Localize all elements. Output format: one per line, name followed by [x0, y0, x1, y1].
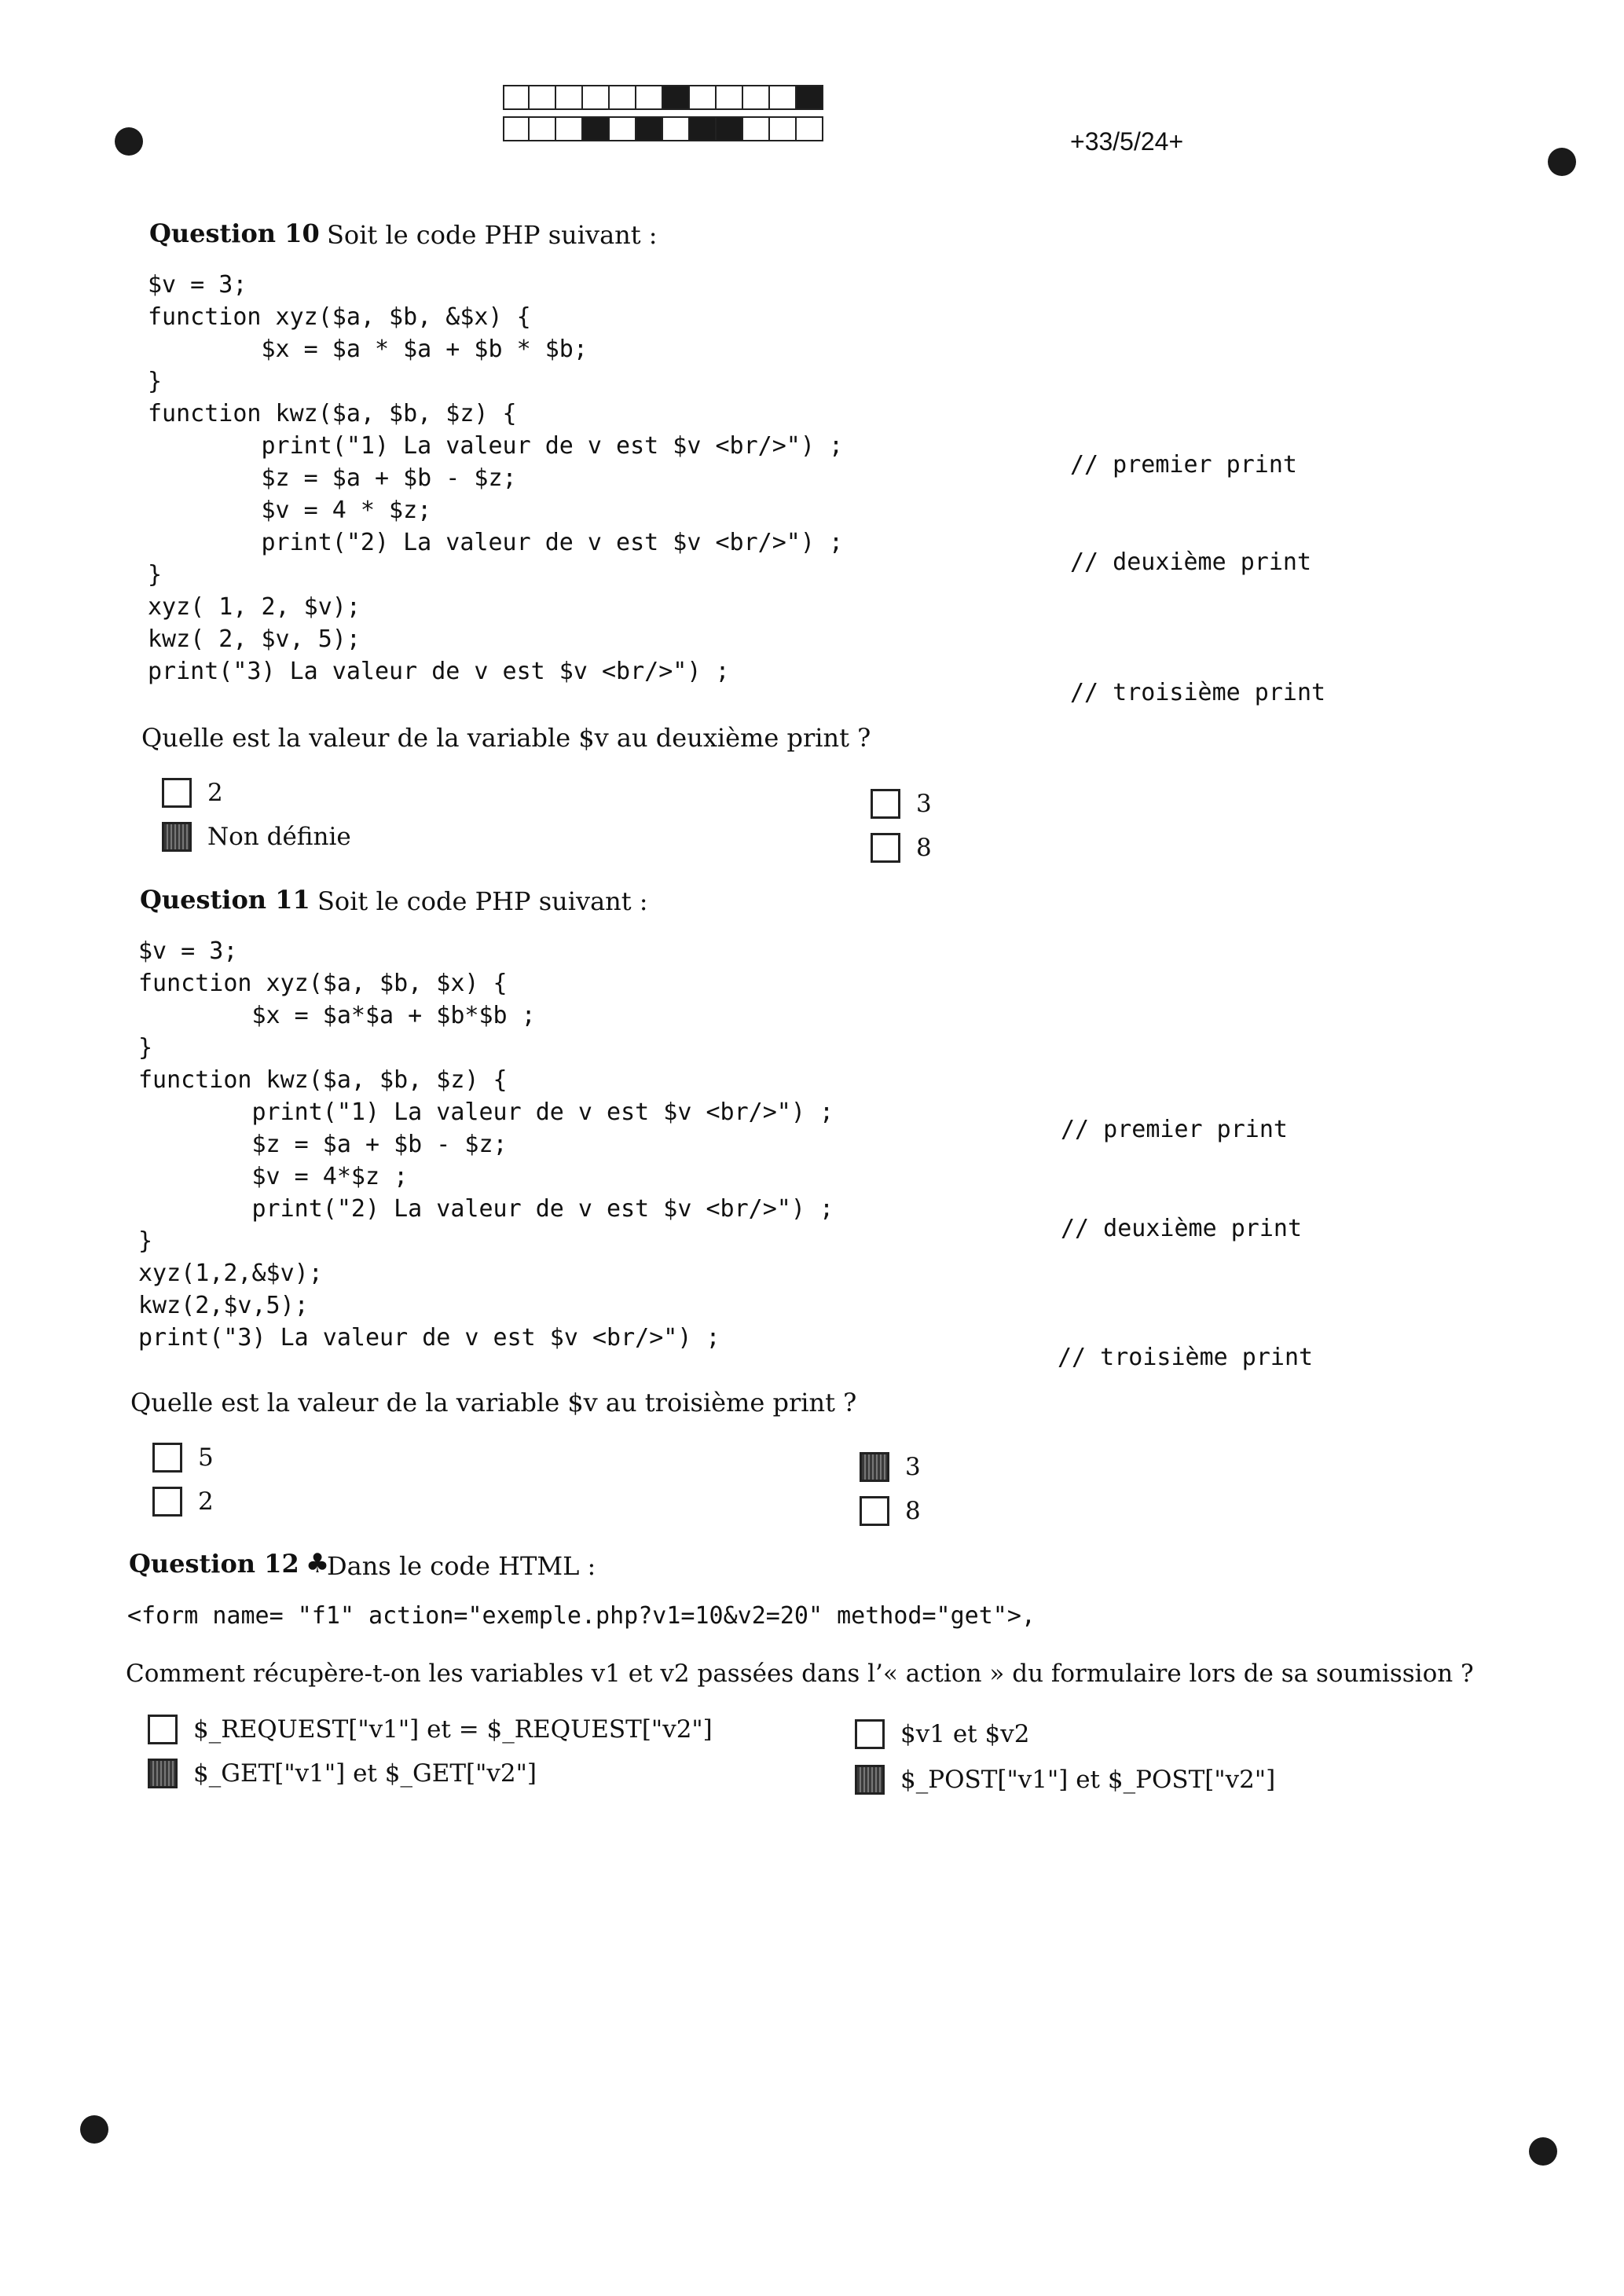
answer-checkbox[interactable] — [162, 822, 192, 852]
comment-premier-print: // premier print — [1070, 451, 1297, 479]
barcode-cell — [663, 85, 690, 110]
answer-option[interactable] — [860, 1452, 921, 1482]
code-line: function xyz($a, $b, $x) { — [138, 970, 508, 997]
answer-label: 8 — [905, 1497, 921, 1525]
question-11-header — [140, 885, 648, 916]
answer-option[interactable] — [148, 1759, 537, 1788]
question-number: Question 10 — [149, 218, 320, 248]
barcode-cell — [770, 85, 797, 110]
answer-label: $_GET["v1"] et $_GET["v2"] — [193, 1759, 537, 1788]
code-line: } — [148, 368, 163, 395]
answer-checkbox[interactable] — [162, 778, 192, 808]
barcode-cell — [503, 85, 530, 110]
answer-checkbox[interactable] — [860, 1496, 889, 1526]
registration-mark-bottom-right — [1529, 2137, 1557, 2166]
answer-checkbox[interactable] — [148, 1759, 178, 1788]
question-number: Question 11 — [140, 885, 310, 915]
code-line: print("1) La valeur de v est $v <br/>") ; — [138, 1098, 834, 1126]
answer-label: 3 — [916, 790, 932, 818]
question-10-prompt: Quelle est la valeur de la variable $v au deuxième print ? — [141, 723, 871, 753]
question-intro: Soit le code PHP suivant : — [327, 220, 658, 250]
code-line: $z = $a + $b - $z; — [138, 1131, 508, 1158]
code-line: <form name= "f1" action="exemple.php?v1=10&v2=20" method="get">, — [127, 1602, 1036, 1630]
answer-checkbox[interactable] — [855, 1719, 885, 1749]
comment-troisieme-print: // troisième print — [1070, 679, 1326, 706]
barcode-row — [503, 85, 823, 113]
question-12-header — [129, 1548, 596, 1581]
answer-checkbox[interactable] — [152, 1443, 182, 1473]
code-line: function xyz($a, $b, &$x) { — [148, 303, 531, 331]
comment-troisieme-print: // troisième print — [1058, 1344, 1314, 1371]
code-line: $z = $a + $b - $z; — [148, 464, 517, 492]
code-line: function kwz($a, $b, $z) { — [148, 400, 517, 427]
answer-label: $v1 et $v2 — [900, 1720, 1030, 1748]
question-intro: Dans le code HTML : — [327, 1551, 596, 1581]
barcode-cell — [583, 85, 610, 110]
answer-option[interactable] — [871, 789, 932, 819]
answer-label: 5 — [198, 1443, 214, 1472]
answer-option[interactable] — [152, 1487, 214, 1517]
question-10-header — [149, 218, 658, 250]
barcode-cell — [583, 116, 610, 141]
code-line: } — [138, 1034, 153, 1062]
code-line: $v = 3; — [148, 271, 247, 299]
barcode-cell — [610, 116, 636, 141]
answer-checkbox[interactable] — [152, 1487, 182, 1517]
barcode-cell — [530, 85, 556, 110]
barcode-cell — [530, 116, 556, 141]
answer-checkbox[interactable] — [871, 833, 900, 863]
question-12-prompt: Comment récupère-t-on les variables v1 et v2 passées dans l’« action » du formulaire lors de sa soumission ? — [126, 1660, 1474, 1688]
barcode-cell — [797, 85, 823, 110]
barcode-cell — [770, 116, 797, 141]
barcode-cell — [717, 116, 743, 141]
barcode-cell — [636, 116, 663, 141]
code-line: $v = 3; — [138, 937, 238, 965]
answer-label: 8 — [916, 834, 932, 862]
comment-premier-print: // premier print — [1061, 1116, 1288, 1143]
barcode-cell — [556, 85, 583, 110]
barcode-row — [503, 116, 823, 145]
answer-label: 2 — [198, 1487, 214, 1516]
barcode-cell — [503, 116, 530, 141]
answer-option[interactable] — [855, 1719, 1029, 1749]
question-number: Question 12 — [129, 1549, 299, 1579]
answer-checkbox[interactable] — [871, 789, 900, 819]
barcode-cell — [610, 85, 636, 110]
code-line: xyz(1,2,&$v); — [138, 1260, 323, 1287]
question-10-code — [148, 269, 843, 688]
club-suit-icon: ♣ — [305, 1548, 330, 1579]
code-line: } — [148, 561, 163, 589]
code-line: print("1) La valeur de v est $v <br/>") ; — [148, 432, 844, 460]
answer-option[interactable] — [152, 1443, 214, 1473]
question-intro: Soit le code PHP suivant : — [317, 886, 648, 916]
comment-deuxieme-print: // deuxième print — [1070, 548, 1312, 576]
answer-option[interactable] — [871, 833, 932, 863]
code-line: $v = 4*$z ; — [138, 1163, 409, 1190]
code-line: print("2) La valeur de v est $v <br/>") ; — [138, 1195, 834, 1223]
answer-option[interactable] — [162, 778, 223, 808]
answer-option[interactable] — [860, 1496, 921, 1526]
answer-option[interactable] — [148, 1715, 713, 1744]
page-barcode — [503, 85, 823, 148]
registration-mark-bottom-left — [80, 2115, 108, 2144]
answer-label: 2 — [207, 779, 223, 807]
barcode-cell — [556, 116, 583, 141]
answer-checkbox[interactable] — [148, 1715, 178, 1744]
code-line: kwz( 2, $v, 5); — [148, 625, 361, 653]
code-line: xyz( 1, 2, $v); — [148, 593, 361, 621]
code-line: print("3) La valeur de v est $v <br/>") ; — [138, 1324, 720, 1352]
barcode-cell — [743, 85, 770, 110]
answer-checkbox[interactable] — [855, 1765, 885, 1795]
answer-label: Non définie — [207, 823, 351, 851]
code-line: $v = 4 * $z; — [148, 497, 432, 524]
answer-option[interactable] — [162, 822, 351, 852]
code-line: } — [138, 1227, 153, 1255]
code-line: print("3) La valeur de v est $v <br/>") ; — [148, 658, 730, 685]
answer-label: $_POST["v1"] et $_POST["v2"] — [900, 1766, 1276, 1794]
barcode-cell — [797, 116, 823, 141]
answer-option[interactable] — [855, 1765, 1275, 1795]
question-12-code — [127, 1600, 1036, 1632]
barcode-cell — [743, 116, 770, 141]
registration-mark-top-left — [115, 127, 143, 156]
code-line: $x = $a*$a + $b*$b ; — [138, 1002, 536, 1029]
barcode-cell — [663, 116, 690, 141]
code-line: function kwz($a, $b, $z) { — [138, 1066, 508, 1094]
comment-deuxieme-print: // deuxième print — [1061, 1215, 1303, 1242]
question-11-prompt: Quelle est la valeur de la variable $v au troisième print ? — [130, 1388, 857, 1418]
answer-checkbox[interactable] — [860, 1452, 889, 1482]
barcode-cell — [690, 116, 717, 141]
code-line: kwz(2,$v,5); — [138, 1292, 309, 1319]
barcode-cell — [690, 85, 717, 110]
code-line: print("2) La valeur de v est $v <br/>") ; — [148, 529, 844, 556]
barcode-cell — [636, 85, 663, 110]
answer-label: 3 — [905, 1453, 921, 1481]
page-id: +33/5/24+ — [1070, 127, 1184, 156]
answer-label: $_REQUEST["v1"] et = $_REQUEST["v2"] — [193, 1715, 713, 1744]
code-line: $x = $a * $a + $b * $b; — [148, 336, 588, 363]
registration-mark-top-right — [1548, 148, 1576, 176]
question-11-code — [138, 935, 834, 1354]
barcode-cell — [717, 85, 743, 110]
